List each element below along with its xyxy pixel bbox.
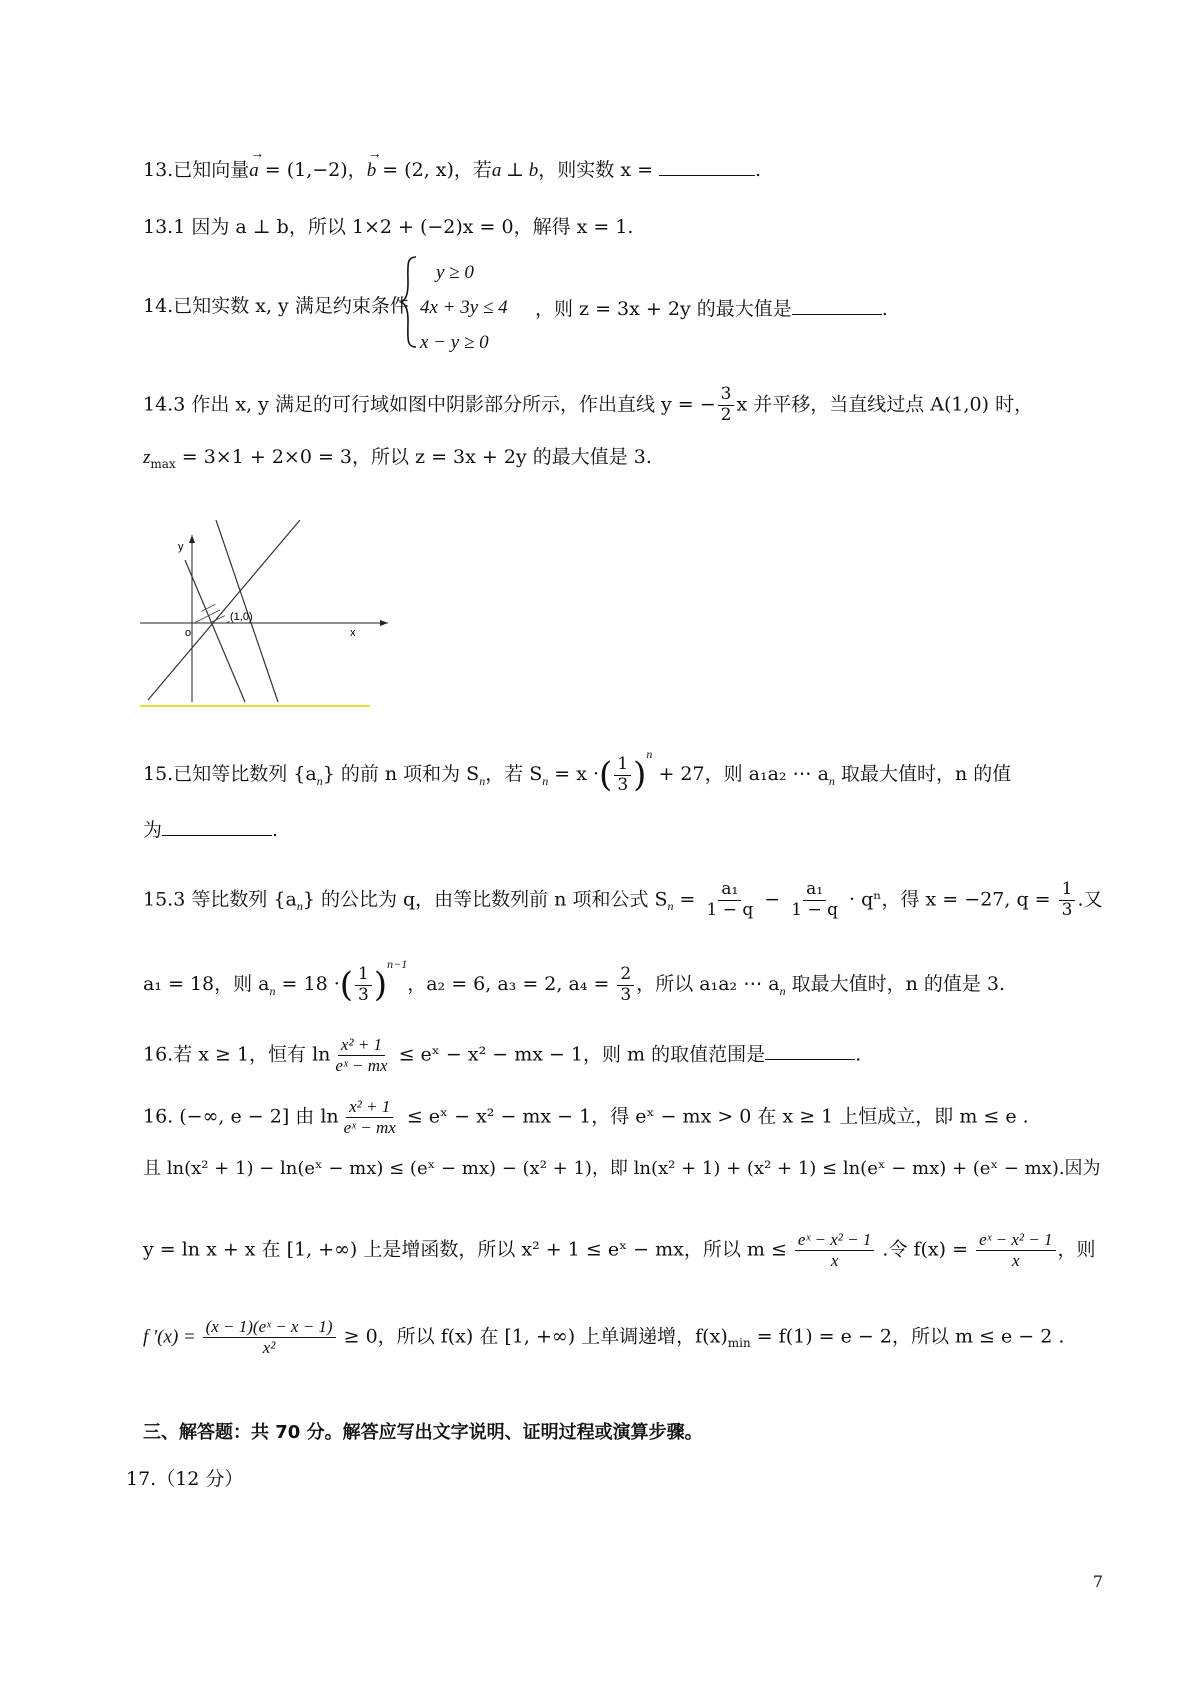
- vector-a: → a: [249, 147, 265, 182]
- question-15: 15.已知等比数列 $\{a_n\}$ 的前 n 项和为 $S_n$，若 $S_n = x$ ·( $\frac{1}{3}$ )$^n$ + 27，则 a₁a₂ ⋯ $a_n$ 取最大值时，n 的值: [143, 747, 1012, 795]
- fraction-a16-1: $\frac{\text{x² + 1}}{\text{eˣ − mx}}$: [343, 1097, 396, 1137]
- q13-lead: 13.已知向量: [143, 159, 250, 182]
- fraction-3-2: $\frac{3}{2}$: [718, 386, 735, 425]
- section-3-heading: 三、解答题：共 70 分。解答应写出文字说明、证明过程或演算步骤。: [143, 1422, 703, 1443]
- q14-lead: 14.已知实数 x, y 满足约束条件: [143, 295, 409, 317]
- q13-vec-a-value: = (1,−2)，: [258, 159, 367, 182]
- answer-16-line3: y = ln x + x 在 [1, +∞) 上是增函数，所以 x² + 1 ≤ eˣ − mx，所以 m ≤ $\frac{\text{eˣ − x² − 1}}{x}$ .令 f(x) = $\frac{\text{eˣ − x² − 1}}{x}$ ，则: [143, 1230, 1096, 1270]
- answer-13: 13.1 因为 a ⊥ b，所以 1×2 + (−2)x = 0，解得 x = 1.: [143, 216, 634, 238]
- vector-b: → b: [366, 147, 382, 182]
- answer-16-line4: f ′(x) = $\frac{\text{(x − 1)(eˣ − x − 1)}}{\text{x²}}$ ≥ 0，所以 f(x) 在 [1, +∞) 上单调递增，$f(x)_{min} = f(1) = e - 2$，所以 m ≤ e − 2 .: [143, 1317, 1065, 1357]
- origin-label: o: [185, 627, 192, 639]
- fraction-a4: $\frac{2}{3}$: [617, 966, 634, 1005]
- fraction-a16-deriv: $\frac{\text{(x − 1)(eˣ − x − 1)}}{\text{x²}}$: [203, 1318, 336, 1357]
- answer-16-line1: 16. (−∞, e − 2] 由 ln $\frac{\text{x² + 1}}{\text{eˣ − mx}}$ ≤ eˣ − x² − mx − 1，得 eˣ − mx > 0 在 x ≥ 1 上恒成立，即 m ≤ e .: [143, 1097, 1029, 1137]
- question-13: 13.已知向量 → a = (1,−2)， → b = (2, x)，若a ⊥ b，则实数 x = .: [143, 147, 762, 182]
- left-brace: [398, 254, 420, 350]
- fraction-a1-1mq: $\frac{\text{a₁}}{1 - q}$: [706, 879, 754, 920]
- constraint-system: [398, 254, 420, 355]
- answer-blank: [765, 1042, 855, 1060]
- line-x-minus-y: [148, 520, 300, 700]
- y-label: y: [178, 541, 184, 553]
- question-17: 17.（12 分）: [126, 1468, 244, 1490]
- question-15-line2: 为 .: [143, 819, 279, 842]
- constraint-3: x − y ≥ 0: [420, 332, 489, 353]
- answer-14-line2: $z_{max} = 3\times 1 + 2\times 0 = 3$，所以 z = 3x + 2y 的最大值是 3.: [143, 446, 652, 471]
- q13-perp: a ⊥ b: [491, 160, 539, 182]
- answer-14-line1: 14.3 作出 x, y 满足的可行域如图中阴影部分所示，作出直线 y = − $\frac{3}{2}$ x 并平移，当直线过点 A(1,0) 时，: [143, 384, 1034, 425]
- q13-vec-b-value: = (2, x)，若: [376, 159, 492, 182]
- question-16: 16.若 x ≥ 1，恒有 ln $\frac{\text{x² + 1}}{\text{eˣ − mx}}$ ≤ eˣ − x² − mx − 1，则 m 的取值范围是 .: [143, 1035, 862, 1075]
- answer-blank: [659, 158, 755, 176]
- answer-16-line2: 且 ln(x² + 1) − ln(eˣ − mx) ≤ (eˣ − mx) − (x² + 1)，即 ln(x² + 1) + (x² + 1) ≤ ln(eˣ − mx) + (eˣ − mx).因为: [143, 1158, 1101, 1179]
- constraint-1: y ≥ 0: [436, 262, 474, 283]
- fraction-q16: $\frac{\text{x² + 1}}{\text{eˣ − mx}}$: [335, 1035, 388, 1075]
- answer-15-line1: 15.3 等比数列 $\{a_n\}$ 的公比为 q，由等比数列前 n 项和公式 $S_n$ = $\frac{\text{a₁}}{1 - q}$ − $\frac{\text{a₁}}{1 - q}$ · qⁿ，得 x = −27, q = $\frac{1}{3}$ .又: [143, 879, 1103, 920]
- fraction-a16-f: $\frac{\text{eˣ − x² − 1}}{x}$: [976, 1231, 1055, 1270]
- question-14: [143, 297, 409, 316]
- q14-tail-line: ，则 z = 3x + 2y 的最大值是 .: [535, 298, 888, 321]
- answer-15-line2: a₁ = 18，则 $a_n = 18$ ·( $\frac{1}{3}$ )$^{n-1}$，a₂ = 6, a₃ = 2, a₄ = $\frac{2}{3}$ ，所以 a₁a₂ ⋯ $a_n$ 取最大值时，n 的值是 3.: [143, 957, 1006, 1005]
- fraction-1-3: $\frac{1}{3}$: [614, 756, 631, 795]
- feasible-region-figure: [140, 520, 400, 715]
- point-a-label: (1,0): [230, 611, 253, 623]
- answer-blank: [792, 297, 882, 315]
- answer-blank: [162, 818, 272, 836]
- line-y-minus-3-2x: [185, 560, 245, 702]
- fraction-a16-m: $\frac{\text{eˣ − x² − 1}}{x}$: [795, 1231, 874, 1270]
- fraction-ratio: $\frac{1}{3}$: [355, 966, 372, 1005]
- fraction-a1-1mq-2: $\frac{\text{a₁}}{1 - q}$: [791, 879, 839, 920]
- fraction-q: $\frac{1}{3}$: [1059, 881, 1076, 920]
- constraint-2: 4x + 3y ≤ 4: [420, 297, 508, 318]
- x-label: x: [350, 627, 356, 639]
- page-number: 7: [1092, 1572, 1103, 1591]
- q13-tail: ，则实数 x =: [538, 159, 660, 182]
